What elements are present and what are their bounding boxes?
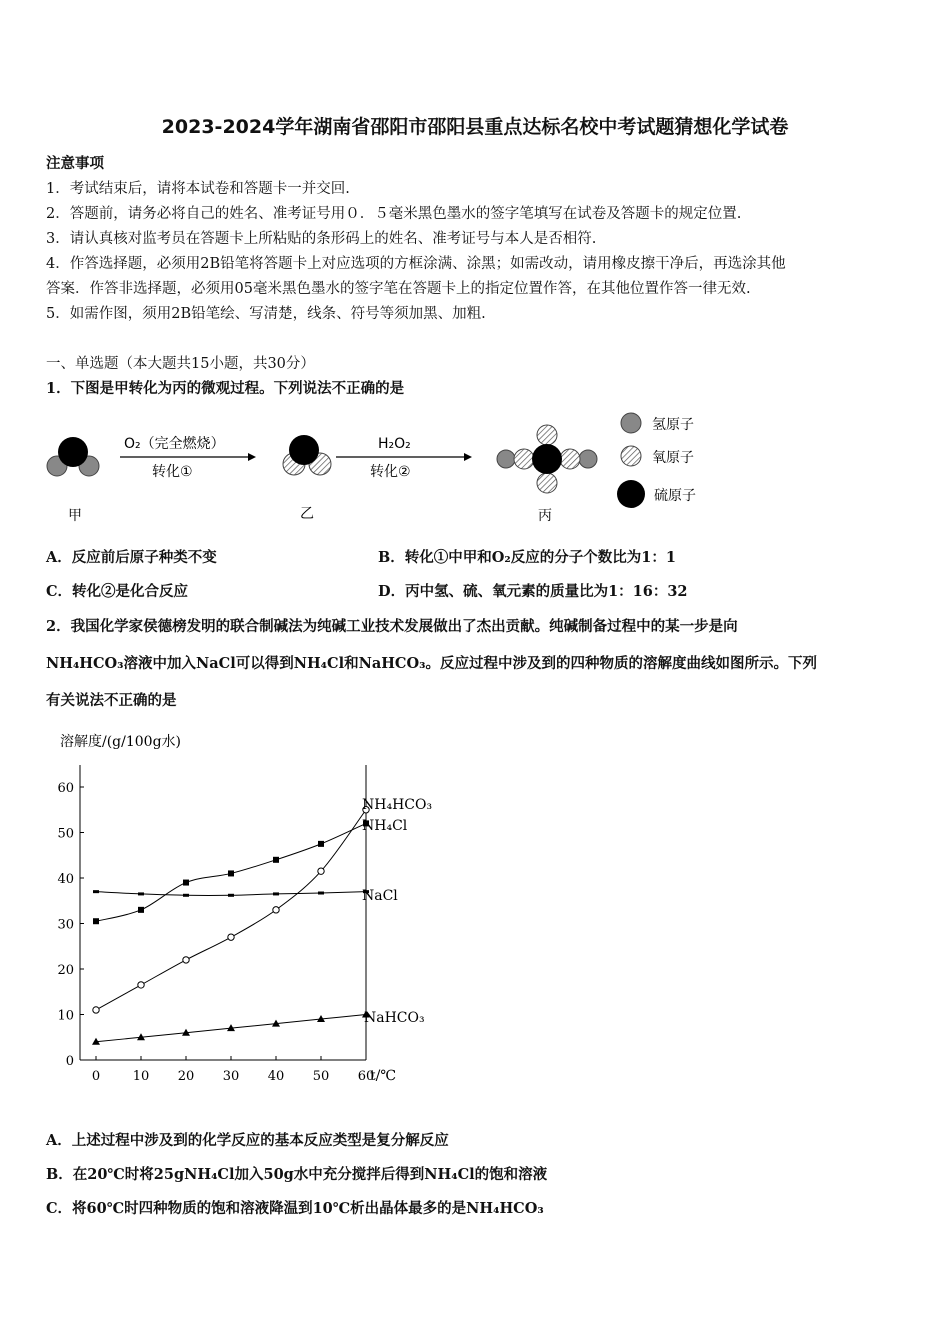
arrow2-bottom-label: 转化② bbox=[370, 464, 411, 480]
chart-ticks bbox=[57, 781, 374, 1084]
question-1-stem: 1．下图是甲转化为丙的微观过程。下列说法不正确的是 bbox=[46, 380, 405, 397]
data-point bbox=[183, 957, 189, 963]
y-tick-label: 40 bbox=[57, 872, 74, 887]
question-2-stem: 2．我国化学家侯德榜发明的联合制碱法为纯碱工业技术发展做出了杰出贡献。纯碱制备过程中的某一步是向 bbox=[46, 618, 738, 635]
series-1 bbox=[93, 820, 369, 924]
arrow1-bottom-label: 转化① bbox=[152, 464, 193, 480]
section-heading: 一、单选题（本大题共15小题，共30分） bbox=[46, 356, 315, 372]
data-point bbox=[318, 841, 324, 847]
data-point bbox=[228, 870, 234, 876]
molecule-yi bbox=[283, 435, 331, 475]
x-tick-label: 50 bbox=[312, 1069, 330, 1084]
data-point bbox=[273, 892, 279, 895]
oxygen-atom bbox=[560, 449, 580, 469]
series-3 bbox=[92, 1011, 370, 1045]
arrow2-top-label: H₂O₂ bbox=[378, 436, 411, 452]
x-tick-label: 60 bbox=[357, 1069, 375, 1084]
hydrogen-atom bbox=[579, 450, 597, 468]
q1-option-c: C．转化②是化合反应 bbox=[46, 583, 189, 600]
note-item: 3．请认真核对监考员在答题卡上所粘贴的条形码上的姓名、准考证号与本人是否相符. bbox=[46, 231, 597, 247]
data-point bbox=[183, 894, 189, 897]
series-label: NaCl bbox=[362, 888, 398, 904]
question-2-stem: 有关说法不正确的是 bbox=[46, 692, 177, 709]
chart-series bbox=[92, 797, 432, 1045]
y-tick-label: 10 bbox=[57, 1008, 74, 1024]
y-tick-label: 20 bbox=[57, 963, 74, 978]
label-jia: 甲 bbox=[68, 508, 82, 524]
chart-axes bbox=[80, 765, 366, 1060]
series-label: NH₄HCO₃ bbox=[362, 797, 433, 813]
x-tick-label: 30 bbox=[222, 1069, 240, 1084]
question-2-stem: NH₄HCO₃溶液中加入NaCl可以得到NH₄Cl和NaHCO₃。反应过程中涉及到的四种物质的溶解度曲线如图所示。下列 bbox=[46, 655, 817, 672]
q1-molecule-diagram bbox=[40, 412, 740, 530]
series-label: NaHCO₃ bbox=[364, 1010, 425, 1026]
legend-hydrogen: 氢原子 bbox=[652, 417, 694, 433]
data-point bbox=[228, 894, 234, 897]
x-tick-label: 20 bbox=[177, 1069, 195, 1084]
solubility-chart bbox=[40, 722, 460, 1102]
y-tick-label: 60 bbox=[57, 781, 74, 796]
molecule-bing bbox=[497, 425, 597, 493]
series-label: NH₄Cl bbox=[362, 818, 408, 834]
x-tick-label: 0 bbox=[91, 1069, 101, 1084]
data-point bbox=[273, 857, 279, 863]
arrow1-top-label: O₂（完全燃烧） bbox=[124, 436, 225, 452]
legend-oxygen: 氧原子 bbox=[652, 450, 694, 466]
hydrogen-atom bbox=[497, 450, 515, 468]
q1-option-b: B．转化①中甲和O₂反应的分子个数比为1：1 bbox=[378, 549, 676, 566]
x-tick-label: 10 bbox=[132, 1069, 150, 1084]
y-tick-label: 50 bbox=[57, 826, 74, 842]
atom-legend bbox=[617, 413, 696, 508]
sulfur-atom bbox=[532, 444, 562, 474]
sulfur-atom bbox=[58, 437, 88, 467]
data-point bbox=[138, 907, 144, 913]
notes-heading: 注意事项 bbox=[46, 155, 104, 172]
page-title: 2023-2024学年湖南省邵阳市邵阳县重点达标名校中考试题猜想化学试卷 bbox=[161, 116, 789, 138]
data-point bbox=[318, 868, 324, 874]
data-point bbox=[318, 892, 324, 895]
q1-option-a: A．反应前后原子种类不变 bbox=[46, 549, 217, 566]
oxygen-atom bbox=[537, 473, 557, 493]
legend-sulfur: 硫原子 bbox=[654, 488, 696, 504]
y-tick-label: 30 bbox=[57, 917, 74, 933]
q1-option-d: D．丙中氢、硫、氧元素的质量比为1：16：32 bbox=[378, 583, 688, 600]
oxygen-atom bbox=[537, 425, 557, 445]
note-item: 2．答题前，请务必将自己的姓名、准考证号用０．５毫米黑色墨水的签字笔填写在试卷及答题卡的规定位置. bbox=[46, 206, 742, 222]
data-point bbox=[273, 907, 279, 913]
data-point bbox=[93, 890, 99, 893]
molecule-jia bbox=[47, 437, 99, 476]
series-line bbox=[96, 810, 366, 1010]
q2-option-c: C．将60℃时四种物质的饱和溶液降温到10℃析出晶体最多的是NH₄HCO₃ bbox=[46, 1200, 544, 1217]
x-axis-label: t/℃ bbox=[370, 1068, 397, 1084]
note-item: 答案．作答非选择题，必须用05毫米黑色墨水的签字笔在答题卡上的指定位置作答，在其他位置作答一律无效. bbox=[46, 281, 751, 297]
x-tick-label: 40 bbox=[267, 1069, 285, 1084]
note-item: 4．作答选择题，必须用2B铅笔将答题卡上对应选项的方框涂满、涂黑；如需改动，请用橡皮擦干净后，再选涂其他 bbox=[46, 256, 786, 272]
sulfur-legend-icon bbox=[617, 480, 645, 508]
oxygen-atom bbox=[514, 449, 534, 469]
series-2 bbox=[93, 890, 369, 897]
oxygen-legend-icon bbox=[621, 446, 641, 466]
note-item: 5．如需作图，须用2B铅笔绘、写清楚，线条、符号等须加黑、加粗. bbox=[46, 306, 486, 322]
data-point bbox=[93, 1007, 99, 1013]
data-point bbox=[138, 982, 144, 988]
q2-option-b: B．在20℃时将25gNH₄Cl加入50g水中充分搅拌后得到NH₄Cl的饱和溶液 bbox=[46, 1166, 548, 1183]
data-point bbox=[93, 918, 99, 924]
q2-option-a: A．上述过程中涉及到的化学反应的基本反应类型是复分解反应 bbox=[46, 1132, 449, 1149]
sulfur-atom bbox=[289, 435, 319, 465]
note-item: 1．考试结束后，请将本试卷和答题卡一并交回. bbox=[46, 181, 350, 197]
hydrogen-legend-icon bbox=[621, 413, 641, 433]
data-point bbox=[138, 892, 144, 895]
label-bing: 丙 bbox=[538, 508, 552, 524]
y-axis-label: 溶解度/(g/100g水) bbox=[60, 734, 182, 750]
series-0 bbox=[93, 807, 369, 1014]
y-tick-label: 0 bbox=[65, 1054, 74, 1069]
label-yi: 乙 bbox=[300, 506, 314, 522]
data-point bbox=[183, 880, 189, 886]
data-point bbox=[228, 934, 234, 940]
